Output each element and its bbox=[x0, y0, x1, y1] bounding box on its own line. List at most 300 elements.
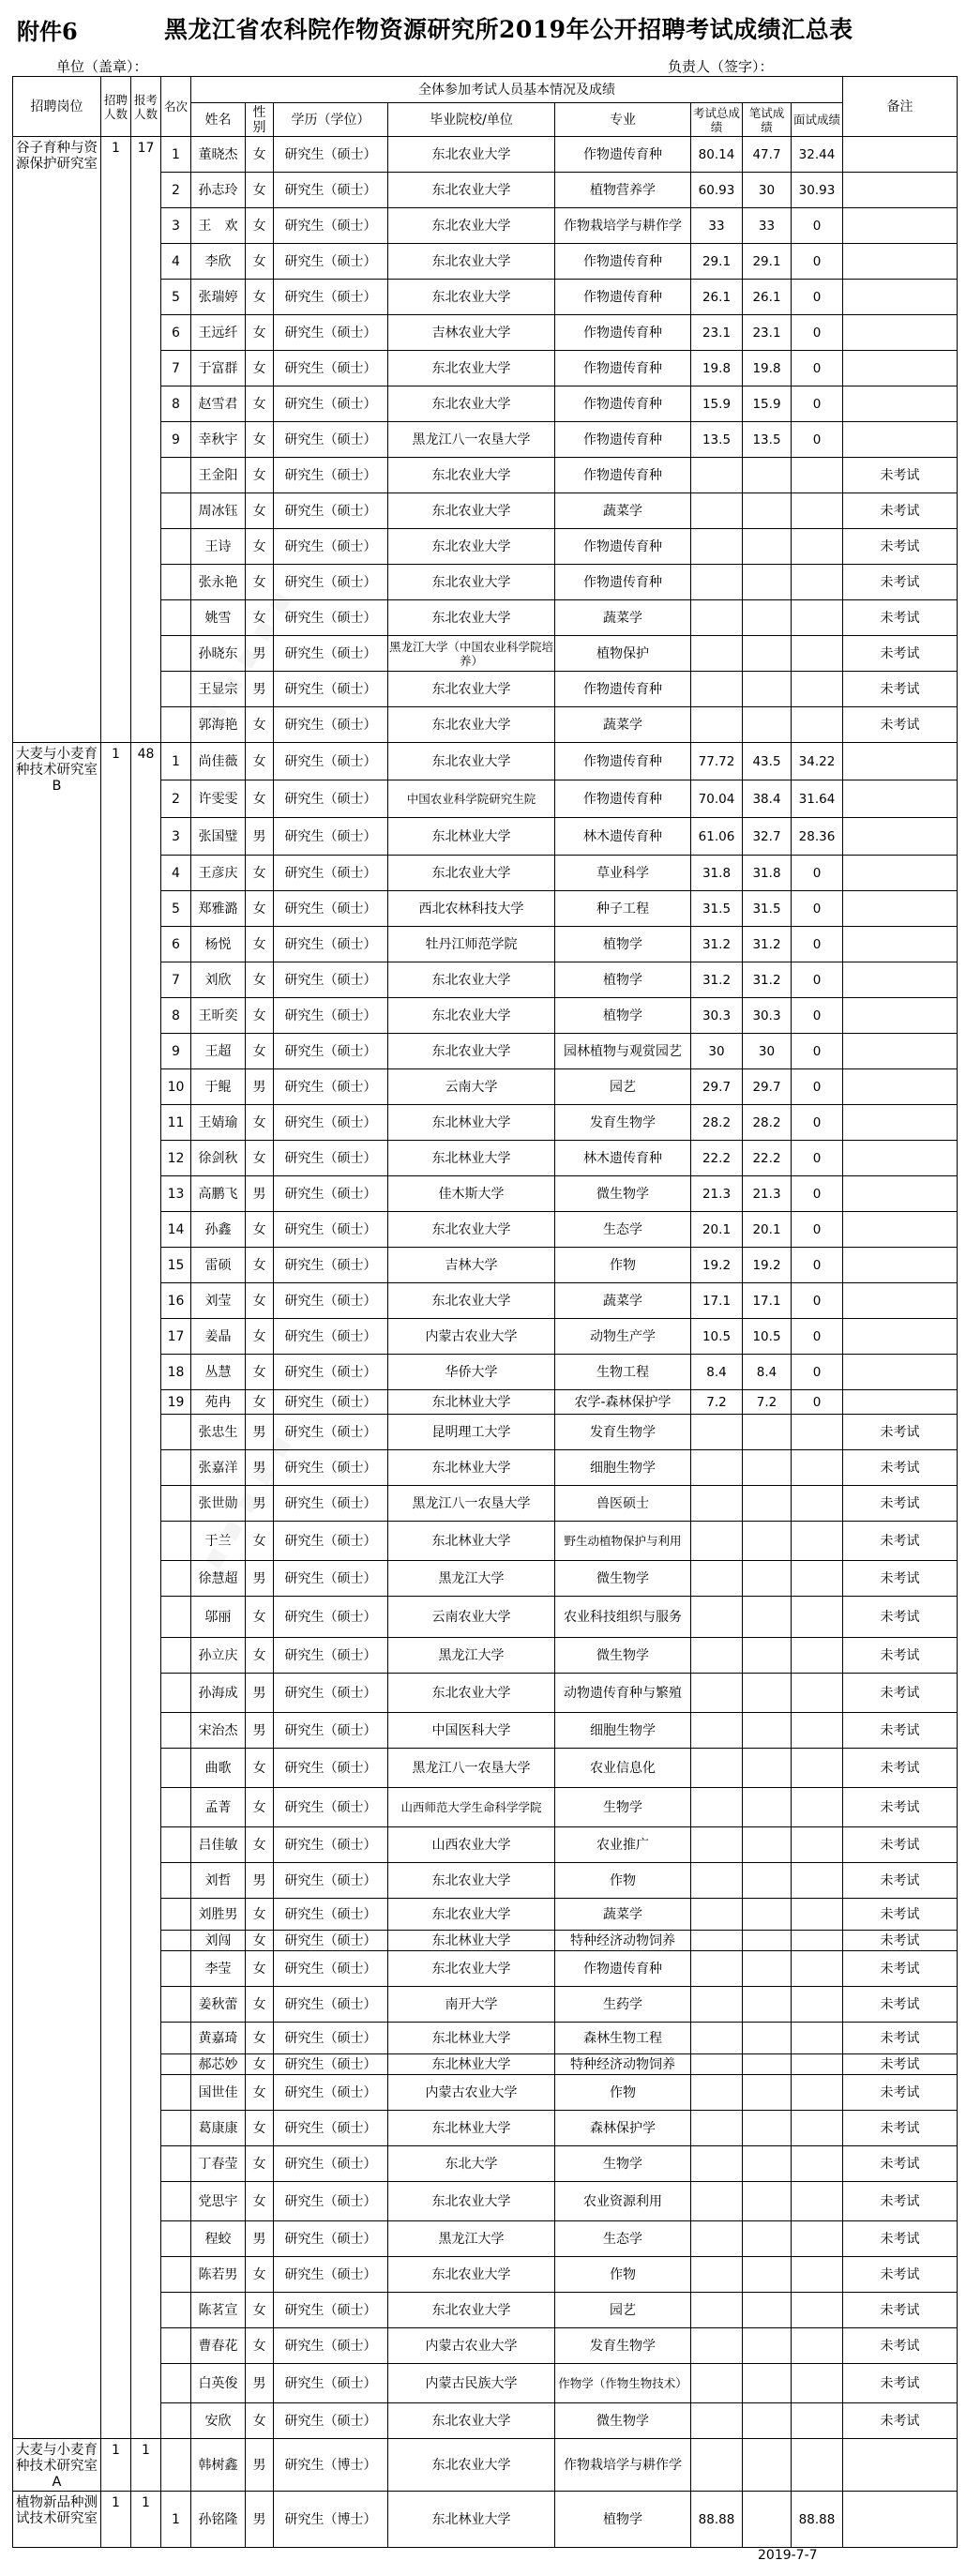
name-cell: 陈茗宣 bbox=[191, 2293, 246, 2328]
remark-cell bbox=[843, 1390, 958, 1415]
major-cell: 生物工程 bbox=[555, 1355, 691, 1390]
written-score-cell: 20.1 bbox=[743, 1212, 792, 1248]
total-score-cell bbox=[691, 2403, 743, 2439]
remark-cell: 未考试 bbox=[843, 600, 958, 636]
rank-cell: 5 bbox=[161, 891, 191, 927]
school-cell: 东北林业大学 bbox=[388, 2492, 555, 2548]
interview-score-cell bbox=[792, 1951, 843, 1987]
total-score-cell bbox=[691, 565, 743, 600]
gender-cell: 女 bbox=[246, 1319, 274, 1355]
total-score-cell bbox=[691, 2182, 743, 2221]
rank-cell bbox=[161, 707, 191, 743]
written-score-cell: 19.2 bbox=[743, 1248, 792, 1283]
total-score-cell bbox=[691, 1788, 743, 1827]
education-cell: 研究生（硕士） bbox=[274, 1415, 388, 1450]
total-score-cell bbox=[691, 1863, 743, 1899]
gender-cell: 女 bbox=[246, 1390, 274, 1415]
total-score-cell: 70.04 bbox=[691, 780, 743, 818]
applicant-count-cell: 1 bbox=[131, 2492, 161, 2548]
interview-score-cell: 0 bbox=[792, 962, 843, 998]
interview-score-cell bbox=[792, 1597, 843, 1638]
school-cell: 山西师范大学生命科学学院 bbox=[388, 1788, 555, 1827]
remark-cell bbox=[843, 173, 958, 208]
written-score-cell: 38.4 bbox=[743, 780, 792, 818]
name-cell: 张忠生 bbox=[191, 1415, 246, 1450]
gender-cell: 男 bbox=[246, 2364, 274, 2403]
major-cell: 森林生物工程 bbox=[555, 2023, 691, 2054]
rank-cell: 4 bbox=[161, 856, 191, 891]
title-row bbox=[0, 0, 966, 49]
major-cell: 蔬菜学 bbox=[555, 600, 691, 636]
school-cell: 吉林农业大学 bbox=[388, 315, 555, 351]
education-cell: 研究生（硕士） bbox=[274, 1561, 388, 1597]
remark-cell: 未考试 bbox=[843, 529, 958, 565]
gender-cell: 女 bbox=[246, 1987, 274, 2023]
remark-cell: 未考试 bbox=[843, 2403, 958, 2439]
gender-cell: 男 bbox=[246, 2221, 274, 2257]
col-position: 招聘岗位 bbox=[13, 77, 101, 137]
rank-cell bbox=[161, 1749, 191, 1788]
remark-cell bbox=[843, 1176, 958, 1212]
name-cell: 张世勋 bbox=[191, 1486, 246, 1522]
name-cell: 王显宗 bbox=[191, 672, 246, 707]
written-score-cell bbox=[743, 1749, 792, 1788]
rank-cell bbox=[161, 2023, 191, 2054]
rank-cell bbox=[161, 2439, 191, 2492]
education-cell: 研究生（硕士） bbox=[274, 1951, 388, 1987]
education-cell: 研究生（硕士） bbox=[274, 927, 388, 962]
total-score-cell: 28.2 bbox=[691, 1105, 743, 1141]
school-cell: 中国农业科学院研究生院 bbox=[388, 780, 555, 818]
written-score-cell bbox=[743, 2403, 792, 2439]
total-score-cell: 60.93 bbox=[691, 173, 743, 208]
name-cell: 曲歌 bbox=[191, 1749, 246, 1788]
education-cell: 研究生（硕士） bbox=[274, 351, 388, 386]
school-cell: 东北农业大学 bbox=[388, 2403, 555, 2439]
written-score-cell: 29.7 bbox=[743, 1069, 792, 1105]
name-cell: 程蛟 bbox=[191, 2221, 246, 2257]
total-score-cell bbox=[691, 1749, 743, 1788]
rank-cell bbox=[161, 1788, 191, 1827]
written-score-cell bbox=[743, 1638, 792, 1674]
education-cell: 研究生（硕士） bbox=[274, 962, 388, 998]
remark-cell: 未考试 bbox=[843, 1863, 958, 1899]
remark-cell: 未考试 bbox=[843, 1486, 958, 1522]
rank-cell bbox=[161, 1827, 191, 1863]
remark-cell bbox=[843, 998, 958, 1034]
education-cell: 研究生（硕士） bbox=[274, 137, 388, 173]
name-cell: 邬丽 bbox=[191, 1597, 246, 1638]
remark-cell bbox=[843, 1034, 958, 1069]
gender-cell: 女 bbox=[246, 2146, 274, 2182]
rank-cell bbox=[161, 1863, 191, 1899]
name-cell: 孙立庆 bbox=[191, 1638, 246, 1674]
name-cell: 孟菁 bbox=[191, 1788, 246, 1827]
rank-cell: 9 bbox=[161, 422, 191, 458]
school-cell: 东北大学 bbox=[388, 2146, 555, 2182]
name-cell: 于兰 bbox=[191, 1522, 246, 1561]
rank-cell bbox=[161, 2054, 191, 2075]
major-cell: 林木遗传育种 bbox=[555, 1141, 691, 1176]
gender-cell: 女 bbox=[246, 998, 274, 1034]
school-cell: 东北林业大学 bbox=[388, 1105, 555, 1141]
total-score-cell: 7.2 bbox=[691, 1390, 743, 1415]
education-cell: 研究生（硕士） bbox=[274, 386, 388, 422]
unit-label: 单位（盖章）： bbox=[56, 58, 148, 75]
school-cell: 东北农业大学 bbox=[388, 600, 555, 636]
rank-cell bbox=[161, 2364, 191, 2403]
gender-cell: 女 bbox=[246, 962, 274, 998]
written-score-cell bbox=[743, 2221, 792, 2257]
school-cell: 黑龙江大学 bbox=[388, 1638, 555, 1674]
rank-cell: 10 bbox=[161, 1069, 191, 1105]
education-cell: 研究生（硕士） bbox=[274, 998, 388, 1034]
name-cell: 张瑞婷 bbox=[191, 280, 246, 315]
education-cell: 研究生（硕士） bbox=[274, 1355, 388, 1390]
education-cell: 研究生（硕士） bbox=[274, 1319, 388, 1355]
total-score-cell bbox=[691, 1597, 743, 1638]
recruit-count-cell: 1 bbox=[101, 2439, 131, 2492]
education-cell: 研究生（硕士） bbox=[274, 1987, 388, 2023]
interview-score-cell bbox=[792, 1788, 843, 1827]
score-table bbox=[12, 76, 958, 2548]
interview-score-cell: 28.36 bbox=[792, 818, 843, 856]
name-cell: 孙鑫 bbox=[191, 1212, 246, 1248]
interview-score-cell bbox=[792, 2054, 843, 2075]
rank-cell: 2 bbox=[161, 173, 191, 208]
major-cell: 兽医硕士 bbox=[555, 1486, 691, 1522]
written-score-cell bbox=[743, 1674, 792, 1713]
education-cell: 研究生（硕士） bbox=[274, 1674, 388, 1713]
name-cell: 姜晶 bbox=[191, 1319, 246, 1355]
applicant-count-cell: 1 bbox=[131, 2439, 161, 2492]
interview-score-cell: 0 bbox=[792, 891, 843, 927]
major-cell: 农业资源利用 bbox=[555, 2182, 691, 2221]
gender-cell: 女 bbox=[246, 1749, 274, 1788]
written-score-cell bbox=[743, 1863, 792, 1899]
name-cell: 王金阳 bbox=[191, 458, 246, 493]
major-cell: 作物栽培学与耕作学 bbox=[555, 208, 691, 244]
major-cell: 作物 bbox=[555, 2257, 691, 2293]
major-cell: 植物学 bbox=[555, 962, 691, 998]
rank-cell bbox=[161, 1486, 191, 1522]
rank-cell bbox=[161, 1987, 191, 2023]
school-cell: 东北林业大学 bbox=[388, 1931, 555, 1951]
written-score-cell: 7.2 bbox=[743, 1390, 792, 1415]
school-cell: 内蒙古农业大学 bbox=[388, 1319, 555, 1355]
education-cell: 研究生（博士） bbox=[274, 2439, 388, 2492]
major-cell: 发育生物学 bbox=[555, 1415, 691, 1450]
total-score-cell: 26.1 bbox=[691, 280, 743, 315]
written-score-cell bbox=[743, 2328, 792, 2364]
education-cell: 研究生（硕士） bbox=[274, 1638, 388, 1674]
rank-cell bbox=[161, 1415, 191, 1450]
gender-cell: 女 bbox=[246, 2182, 274, 2221]
rank-cell: 1 bbox=[161, 137, 191, 173]
rank-cell: 16 bbox=[161, 1283, 191, 1319]
rank-cell: 7 bbox=[161, 962, 191, 998]
name-cell: 国世佳 bbox=[191, 2075, 246, 2111]
gender-cell: 男 bbox=[246, 1713, 274, 1749]
interview-score-cell bbox=[792, 1415, 843, 1450]
education-cell: 研究生（硕士） bbox=[274, 422, 388, 458]
total-score-cell: 30 bbox=[691, 1034, 743, 1069]
gender-cell: 女 bbox=[246, 780, 274, 818]
major-cell: 作物遗传育种 bbox=[555, 780, 691, 818]
school-cell: 东北林业大学 bbox=[388, 1141, 555, 1176]
table-row bbox=[13, 743, 958, 780]
remark-cell bbox=[843, 1212, 958, 1248]
applicant-count-cell: 17 bbox=[131, 137, 161, 743]
remark-cell bbox=[843, 386, 958, 422]
major-cell: 作物遗传育种 bbox=[555, 565, 691, 600]
name-cell: 赵雪君 bbox=[191, 386, 246, 422]
school-cell: 东北农业大学 bbox=[388, 244, 555, 280]
major-cell: 作物遗传育种 bbox=[555, 672, 691, 707]
table-body bbox=[13, 137, 958, 2548]
gender-cell: 女 bbox=[246, 1931, 274, 1951]
major-cell: 种子工程 bbox=[555, 891, 691, 927]
school-cell: 东北林业大学 bbox=[388, 2054, 555, 2075]
rank-cell: 15 bbox=[161, 1248, 191, 1283]
interview-score-cell: 0 bbox=[792, 1248, 843, 1283]
major-cell: 特种经济动物饲养 bbox=[555, 1931, 691, 1951]
name-cell: 孙海成 bbox=[191, 1674, 246, 1713]
interview-score-cell bbox=[792, 1987, 843, 2023]
remark-cell bbox=[843, 1248, 958, 1283]
remark-cell: 未考试 bbox=[843, 1899, 958, 1931]
education-cell: 研究生（硕士） bbox=[274, 1827, 388, 1863]
major-cell: 微生物学 bbox=[555, 1638, 691, 1674]
written-score-cell: 10.5 bbox=[743, 1319, 792, 1355]
rank-cell bbox=[161, 1522, 191, 1561]
written-score-cell bbox=[743, 1788, 792, 1827]
rank-cell bbox=[161, 458, 191, 493]
name-cell: 王婧瑜 bbox=[191, 1105, 246, 1141]
school-cell: 内蒙古农业大学 bbox=[388, 2328, 555, 2364]
total-score-cell bbox=[691, 1899, 743, 1931]
col-school: 毕业院校/单位 bbox=[388, 103, 555, 137]
remark-cell: 未考试 bbox=[843, 1522, 958, 1561]
gender-cell: 女 bbox=[246, 1951, 274, 1987]
major-cell: 作物 bbox=[555, 2075, 691, 2111]
gender-cell: 女 bbox=[246, 743, 274, 780]
rank-cell: 18 bbox=[161, 1355, 191, 1390]
position-cell: 大麦与小麦育种技术研究室B bbox=[13, 743, 101, 2439]
interview-score-cell: 0 bbox=[792, 1105, 843, 1141]
remark-cell: 未考试 bbox=[843, 1638, 958, 1674]
applicant-count-cell: 48 bbox=[131, 743, 161, 2439]
school-cell: 东北林业大学 bbox=[388, 2023, 555, 2054]
interview-score-cell: 0 bbox=[792, 998, 843, 1034]
total-score-cell bbox=[691, 1415, 743, 1450]
col-name: 姓名 bbox=[191, 103, 246, 137]
written-score-cell: 13.5 bbox=[743, 422, 792, 458]
name-cell: 幸秋宇 bbox=[191, 422, 246, 458]
gender-cell: 女 bbox=[246, 1034, 274, 1069]
education-cell: 研究生（硕士） bbox=[274, 1788, 388, 1827]
interview-score-cell bbox=[792, 707, 843, 743]
school-cell: 昆明理工大学 bbox=[388, 1415, 555, 1450]
written-score-cell: 31.2 bbox=[743, 962, 792, 998]
rank-cell bbox=[161, 1561, 191, 1597]
position-cell: 谷子育种与资源保护研究室 bbox=[13, 137, 101, 743]
total-score-cell: 80.14 bbox=[691, 137, 743, 173]
written-score-cell: 30 bbox=[743, 173, 792, 208]
gender-cell: 男 bbox=[246, 1486, 274, 1522]
remark-cell bbox=[843, 743, 958, 780]
education-cell: 研究生（硕士） bbox=[274, 636, 388, 672]
total-score-cell bbox=[691, 636, 743, 672]
education-cell: 研究生（硕士） bbox=[274, 707, 388, 743]
education-cell: 研究生（硕士） bbox=[274, 1248, 388, 1283]
gender-cell: 女 bbox=[246, 280, 274, 315]
table-row bbox=[13, 2492, 958, 2548]
major-cell: 微生物学 bbox=[555, 1561, 691, 1597]
remark-cell bbox=[843, 1319, 958, 1355]
name-cell: 王彦庆 bbox=[191, 856, 246, 891]
major-cell: 植物营养学 bbox=[555, 173, 691, 208]
remark-cell: 未考试 bbox=[843, 2075, 958, 2111]
col-written: 笔试成绩 bbox=[743, 103, 792, 137]
major-cell: 林木遗传育种 bbox=[555, 818, 691, 856]
school-cell: 云南农业大学 bbox=[388, 1597, 555, 1638]
education-cell: 研究生（硕士） bbox=[274, 2293, 388, 2328]
interview-score-cell: 34.22 bbox=[792, 743, 843, 780]
interview-score-cell: 0 bbox=[792, 1141, 843, 1176]
school-cell: 东北农业大学 bbox=[388, 707, 555, 743]
name-cell: 郭海艳 bbox=[191, 707, 246, 743]
rank-cell bbox=[161, 1597, 191, 1638]
school-cell: 东北农业大学 bbox=[388, 672, 555, 707]
written-score-cell bbox=[743, 1713, 792, 1749]
remark-cell: 未考试 bbox=[843, 458, 958, 493]
rank-cell: 6 bbox=[161, 315, 191, 351]
school-cell: 黑龙江大学 bbox=[388, 1561, 555, 1597]
written-score-cell: 22.2 bbox=[743, 1141, 792, 1176]
written-score-cell bbox=[743, 2293, 792, 2328]
total-score-cell bbox=[691, 1486, 743, 1522]
remark-cell bbox=[843, 1105, 958, 1141]
major-cell: 发育生物学 bbox=[555, 1105, 691, 1141]
school-cell: 东北农业大学 bbox=[388, 529, 555, 565]
school-cell: 南开大学 bbox=[388, 1987, 555, 2023]
rank-cell bbox=[161, 2075, 191, 2111]
name-cell: 周冰钰 bbox=[191, 493, 246, 529]
rank-cell bbox=[161, 529, 191, 565]
total-score-cell bbox=[691, 1931, 743, 1951]
name-cell: 刘欣 bbox=[191, 962, 246, 998]
major-cell: 作物 bbox=[555, 1248, 691, 1283]
major-cell: 细胞生物学 bbox=[555, 1713, 691, 1749]
education-cell: 研究生（硕士） bbox=[274, 1069, 388, 1105]
rank-cell: 13 bbox=[161, 1176, 191, 1212]
rank-cell: 9 bbox=[161, 1034, 191, 1069]
rank-cell bbox=[161, 565, 191, 600]
interview-score-cell bbox=[792, 2328, 843, 2364]
written-score-cell bbox=[743, 2492, 792, 2548]
recruit-count-cell: 1 bbox=[101, 2492, 131, 2548]
remark-cell bbox=[843, 280, 958, 315]
rank-cell: 6 bbox=[161, 927, 191, 962]
school-cell: 东北林业大学 bbox=[388, 1450, 555, 1486]
total-score-cell bbox=[691, 1987, 743, 2023]
major-cell: 植物保护 bbox=[555, 636, 691, 672]
written-score-cell bbox=[743, 2364, 792, 2403]
written-score-cell: 31.8 bbox=[743, 856, 792, 891]
interview-score-cell bbox=[792, 2146, 843, 2182]
education-cell: 研究生（硕士） bbox=[274, 743, 388, 780]
interview-score-cell: 0 bbox=[792, 1034, 843, 1069]
total-score-cell bbox=[691, 1827, 743, 1863]
major-cell: 草业科学 bbox=[555, 856, 691, 891]
col-recruit: 招聘人数 bbox=[101, 77, 131, 137]
gender-cell: 男 bbox=[246, 1674, 274, 1713]
gender-cell: 男 bbox=[246, 818, 274, 856]
school-cell: 东北农业大学 bbox=[388, 386, 555, 422]
gender-cell: 女 bbox=[246, 208, 274, 244]
major-cell: 作物 bbox=[555, 1863, 691, 1899]
total-score-cell bbox=[691, 672, 743, 707]
interview-score-cell bbox=[792, 2221, 843, 2257]
education-cell: 研究生（硕士） bbox=[274, 2182, 388, 2221]
school-cell: 东北农业大学 bbox=[388, 1034, 555, 1069]
name-cell: 孙志玲 bbox=[191, 173, 246, 208]
name-cell: 安欣 bbox=[191, 2403, 246, 2439]
written-score-cell bbox=[743, 600, 792, 636]
gender-cell: 女 bbox=[246, 2328, 274, 2364]
gender-cell: 女 bbox=[246, 1597, 274, 1638]
remark-cell: 未考试 bbox=[843, 2182, 958, 2221]
table-header bbox=[13, 77, 958, 137]
total-score-cell: 22.2 bbox=[691, 1141, 743, 1176]
written-score-cell: 33 bbox=[743, 208, 792, 244]
school-cell: 东北农业大学 bbox=[388, 1212, 555, 1248]
interview-score-cell bbox=[792, 1561, 843, 1597]
remark-cell: 未考试 bbox=[843, 1749, 958, 1788]
responsible-label: 负责人（签字）： bbox=[668, 58, 774, 75]
remark-cell: 未考试 bbox=[843, 565, 958, 600]
total-score-cell bbox=[691, 2364, 743, 2403]
interview-score-cell: 0 bbox=[792, 1283, 843, 1319]
recruit-count-cell: 1 bbox=[101, 137, 131, 743]
gender-cell: 男 bbox=[246, 636, 274, 672]
name-cell: 宋治杰 bbox=[191, 1713, 246, 1749]
rank-cell: 3 bbox=[161, 818, 191, 856]
written-score-cell bbox=[743, 2054, 792, 2075]
school-cell: 东北农业大学 bbox=[388, 208, 555, 244]
gender-cell: 女 bbox=[246, 2403, 274, 2439]
table-row bbox=[13, 137, 958, 173]
school-cell: 黑龙江大学 bbox=[388, 2221, 555, 2257]
interview-score-cell bbox=[792, 1827, 843, 1863]
remark-cell bbox=[843, 1283, 958, 1319]
school-cell: 东北农业大学 bbox=[388, 1899, 555, 1931]
major-cell: 植物学 bbox=[555, 927, 691, 962]
interview-score-cell bbox=[792, 1899, 843, 1931]
name-cell: 张国璧 bbox=[191, 818, 246, 856]
interview-score-cell: 0 bbox=[792, 1212, 843, 1248]
school-cell: 东北林业大学 bbox=[388, 1390, 555, 1415]
written-score-cell: 8.4 bbox=[743, 1355, 792, 1390]
school-cell: 东北农业大学 bbox=[388, 1951, 555, 1987]
education-cell: 研究生（硕士） bbox=[274, 1141, 388, 1176]
col-group: 全体参加考试人员基本情况及成绩 bbox=[191, 77, 843, 103]
major-cell: 作物遗传育种 bbox=[555, 422, 691, 458]
major-cell: 蔬菜学 bbox=[555, 707, 691, 743]
written-score-cell bbox=[743, 1951, 792, 1987]
interview-score-cell bbox=[792, 2403, 843, 2439]
